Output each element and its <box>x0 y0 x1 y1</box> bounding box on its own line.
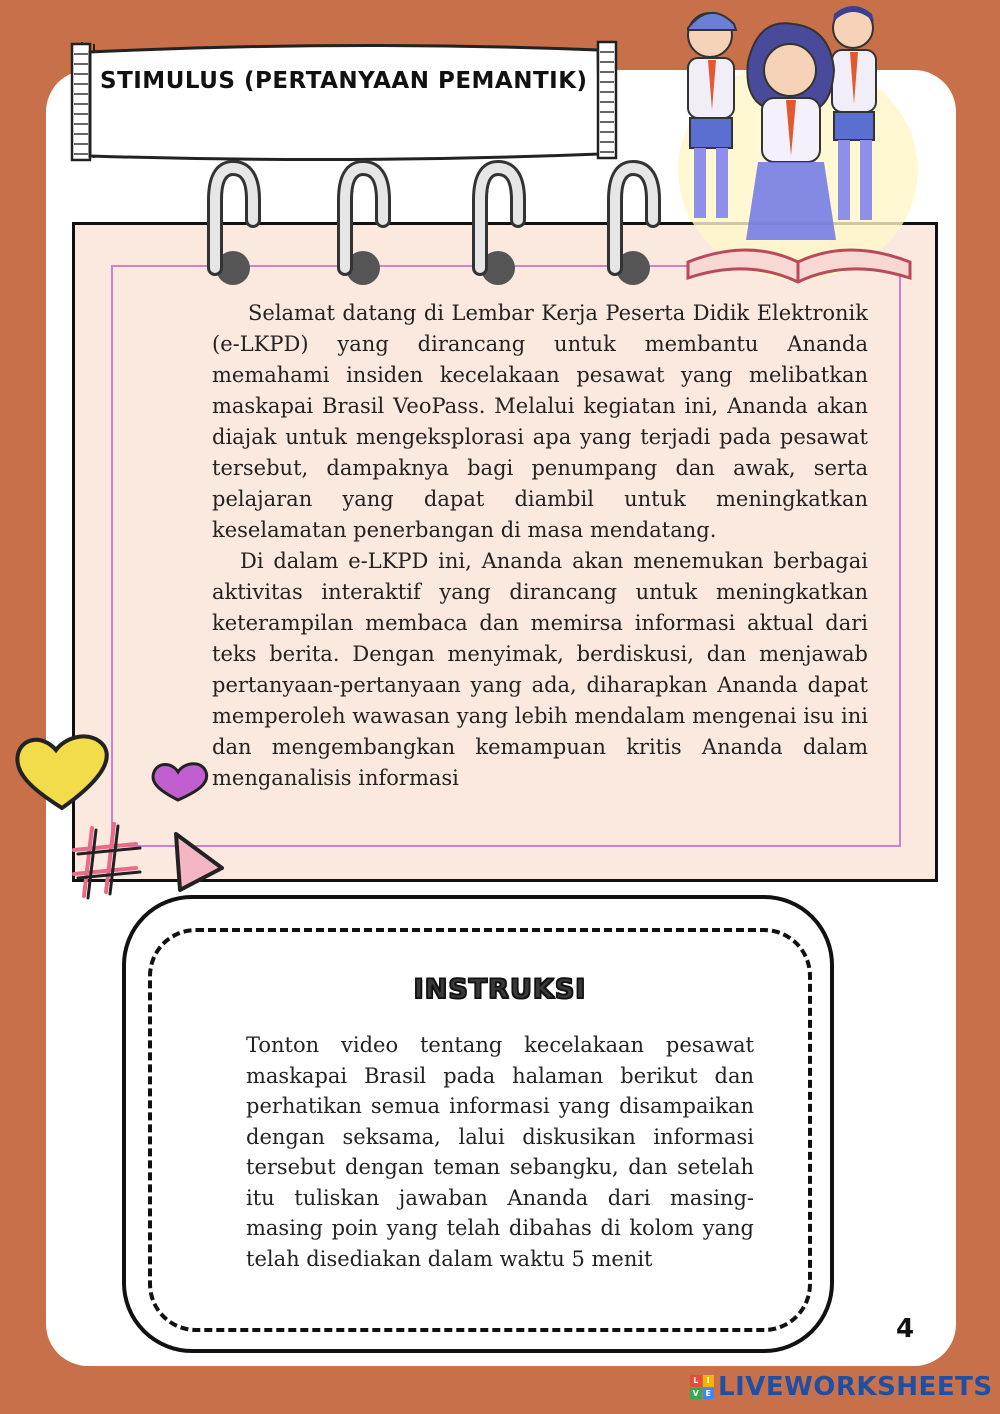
liveworksheets-brand[interactable] <box>690 1372 993 1402</box>
pink-triangle-icon <box>160 828 232 898</box>
purple-heart-icon <box>148 760 210 804</box>
liveworksheets-logo-icon: L I V E <box>690 1375 714 1399</box>
spiral-ring-icon <box>460 160 530 290</box>
spiral-ring-icon <box>325 160 395 290</box>
students-book-illustration <box>648 0 948 290</box>
spiral-ring-icon <box>195 160 265 290</box>
intro-text <box>212 298 868 794</box>
instruction-text: Tonton video tentang kecelakaan pesawat maskapai Brasil pada halaman berikut dan perhatikan semua informasi yang disampaikan dengan seksama, lalui diskusikan informasi tersebut dengan teman sebangku, dan setelah itu tuliskan jawaban Ananda dari masing-masing poin yang telah dibahas di kolom yang telah disediakan dalam waktu 5 menit <box>246 1033 754 1271</box>
yellow-heart-icon <box>10 728 114 814</box>
section-title: STIMULUS (PERTANYAAN PEMANTIK) <box>100 68 588 94</box>
title-banner <box>68 38 623 166</box>
liveworksheets-text: LIVEWORKSHEETS <box>718 1372 993 1402</box>
intro-paragraph: Di dalam e-LKPD ini, Ananda akan menemukan berbagai aktivitas interaktif yang dirancang untuk meningkatkan keterampilan membaca dan memirsa informasi aktual dari teks berita. Dengan menyimak, berdiskusi, dan menjawab pertanyaan-pertanyaan yang ada, diharapkan Ananda dapat memperoleh wawasan yang lebih mendalam mengenai isu ini dan mengembangkan kemampuan kritis Ananda dalam menganalisis informasi <box>212 549 868 790</box>
instruction-title: INSTRUKSI <box>413 974 587 1005</box>
intro-paragraph: Selamat datang di Lembar Kerja Peserta Didik Elektronik (e-LKPD) yang dirancang untuk membantu Ananda memahami insiden kecelakaan pesawat yang melibatkan maskapai Brasil VeoPass. Melalui kegiatan ini, Ananda akan diajak untuk mengeksplorasi apa yang terjadi pada pesawat tersebut, dampaknya bagi penumpang dan awak, serta pelajaran yang dapat diambil untuk meningkatkan keselamatan penerbangan di masa mendatang. <box>212 301 868 542</box>
hashtag-icon <box>70 820 142 900</box>
scroll-banner-shape <box>68 38 623 166</box>
page-number: 4 <box>896 1314 915 1344</box>
